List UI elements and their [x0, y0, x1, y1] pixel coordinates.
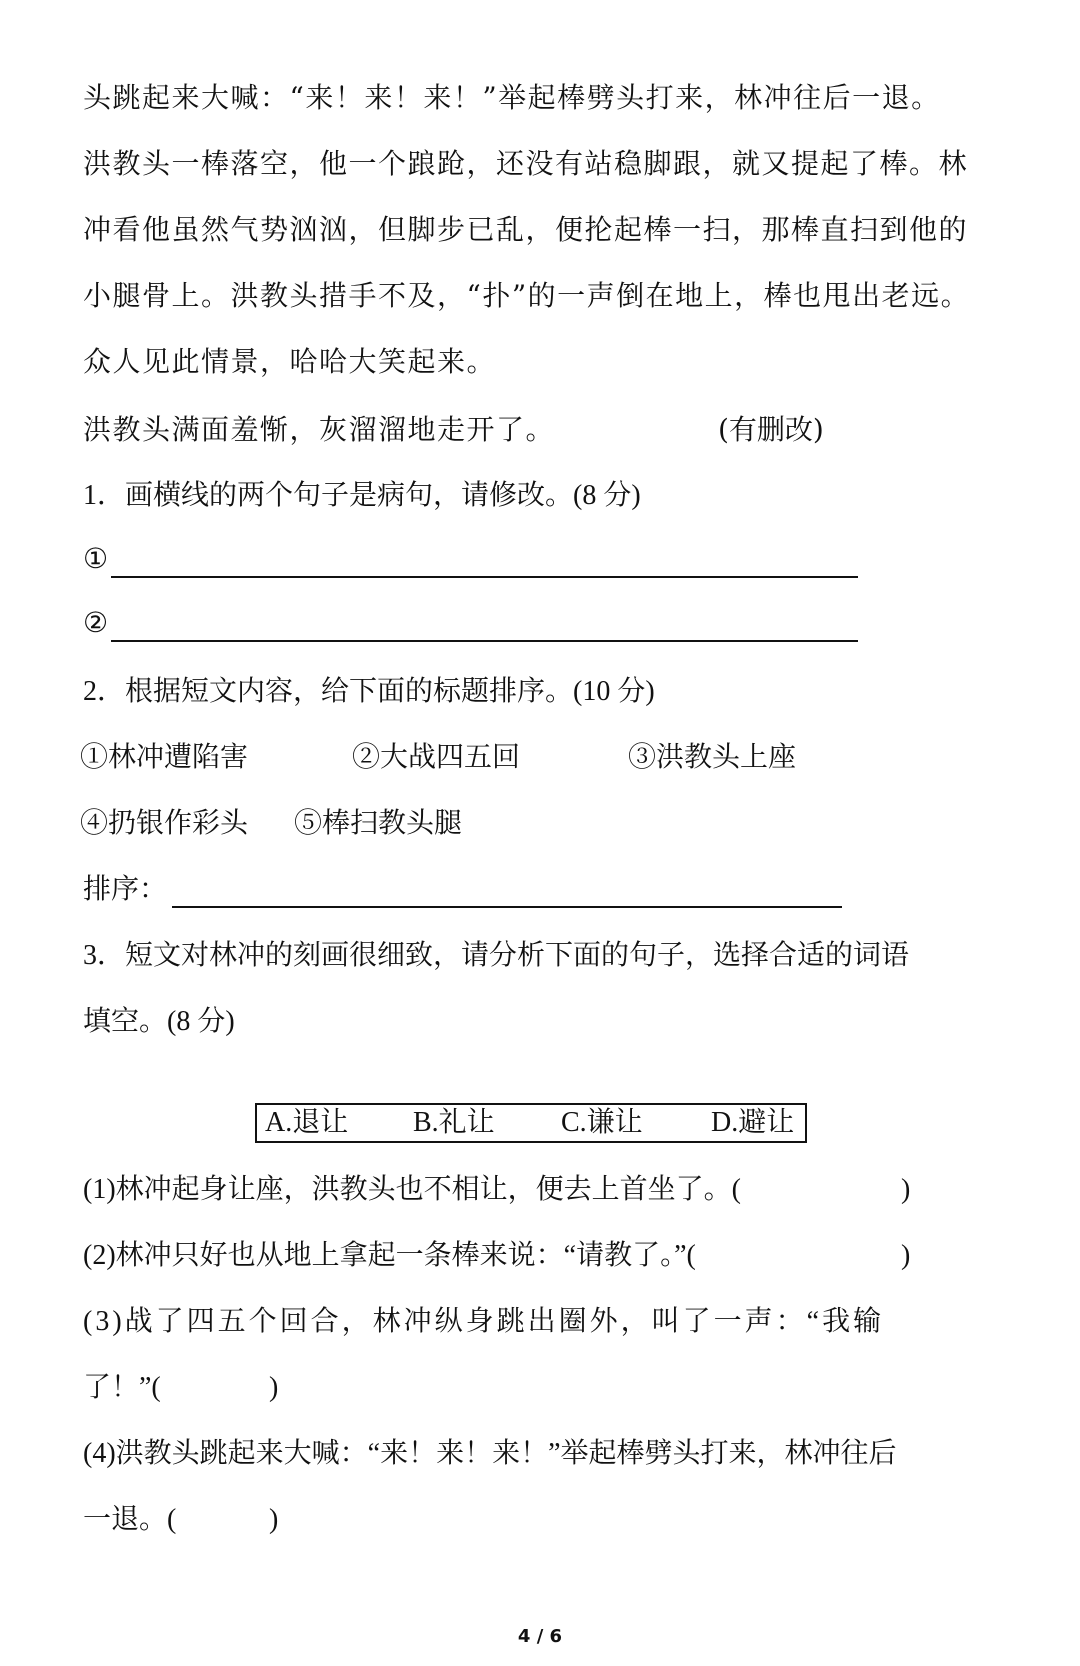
- q3-item-4: (4)洪教头跳起来大喊：“来！来！来！”举起棒劈头打来，林冲往后: [83, 1438, 897, 1469]
- q1-blank1-label: ①: [83, 544, 109, 575]
- q3-choice-box: [255, 1103, 807, 1143]
- q2-order-label: 排序：: [83, 874, 168, 905]
- q1-answer-line-2[interactable]: [111, 640, 858, 642]
- q3-item-2: (2)林冲只好也从地上拿起一条棒来说：“请教了。”(: [83, 1240, 696, 1271]
- q2-option-2: ②大战四五回: [352, 742, 521, 773]
- q3-prompt-line-1: 3．短文对林冲的刻画很细致，请分析下面的句子，选择合适的词语: [83, 940, 910, 971]
- q3-item-1-close: ): [901, 1174, 911, 1205]
- q3-item-3-close: ): [269, 1372, 279, 1403]
- q1-answer-line-1[interactable]: [111, 576, 858, 578]
- page-number: 4 / 6: [517, 1626, 563, 1647]
- q3-item-3: (3)战了四五个回合，林冲纵身跳出圈外，叫了一声：“我输: [83, 1306, 885, 1337]
- q3-choice-c: C.谦让: [561, 1107, 643, 1138]
- q3-choice-d: D.避让: [711, 1107, 795, 1138]
- q2-prompt: 2．根据短文内容，给下面的标题排序。(10 分): [83, 676, 655, 707]
- q3-item-1: (1)林冲起身让座，洪教头也不相让，便去上首坐了。(: [83, 1174, 741, 1205]
- passage-line-1: 头跳起来大喊：“来！来！来！”举起棒劈头打来，林冲往后一退。: [83, 81, 941, 114]
- q3-choice-b: B.礼让: [413, 1107, 495, 1138]
- q2-option-1: ①林冲遭陷害: [80, 742, 249, 773]
- q3-choice-a: A.退让: [265, 1107, 349, 1138]
- q2-order-answer-line[interactable]: [172, 906, 842, 908]
- passage-line-2: 洪教头一棒落空，他一个踉跄，还没有站稳脚跟，就又提起了棒。林: [83, 147, 969, 180]
- q3-item-3-cont: 了！”(: [83, 1372, 161, 1403]
- source-note: (有删改): [718, 413, 824, 446]
- q1-prompt: 1．画横线的两个句子是病句，请修改。(8 分): [83, 480, 641, 511]
- q3-item-4-close: ): [269, 1504, 279, 1535]
- q3-item-4-cont: 一退。(: [83, 1504, 177, 1535]
- q2-option-5: ⑤棒扫教头腿: [294, 808, 463, 839]
- q1-blank2-label: ②: [83, 608, 109, 639]
- passage-line-5: 众人见此情景，哈哈大笑起来。: [83, 345, 497, 378]
- q3-prompt-line-2: 填空。(8 分): [83, 1006, 235, 1037]
- passage-line-3: 冲看他虽然气势汹汹，但脚步已乱，便抡起棒一扫，那棒直扫到他的: [83, 213, 969, 246]
- q2-option-4: ④扔银作彩头: [80, 808, 249, 839]
- passage-line-6: 洪教头满面羞惭，灰溜溜地走开了。: [83, 413, 556, 446]
- passage-line-4: 小腿骨上。洪教头措手不及，“扑”的一声倒在地上，棒也甩出老远。: [83, 279, 971, 312]
- q2-option-3: ③洪教头上座: [628, 742, 797, 773]
- q3-item-2-close: ): [901, 1240, 911, 1271]
